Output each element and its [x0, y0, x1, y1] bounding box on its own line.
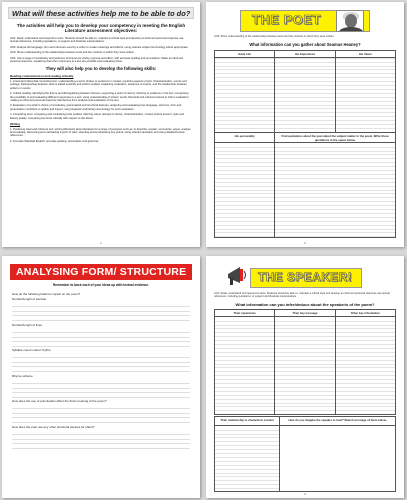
- page-body: [10, 37, 192, 145]
- page-title: THE SPEAKER!: [258, 270, 353, 284]
- assessment-objective: AO1: Read, understand and respond to texts. Students should be able to: maintain a critical style and develop an informed personal response use textual references, including quotations, to support and illustrate interpretations.: [214, 292, 390, 299]
- poet-portrait: [336, 10, 364, 32]
- speaker-sketch-table: [214, 416, 396, 492]
- skill-item: 4. Comparing texts: comparing and contrasting texts studied, referring where relevant to theme, characterisation, context (where known), style and literary quality; comparing two texts critically with respect to the above.: [10, 113, 184, 120]
- section-question: What information can you gather about Seamus Heaney?: [249, 42, 361, 47]
- answer-lines[interactable]: [12, 353, 190, 372]
- page-4: [206, 256, 404, 498]
- answer-box[interactable]: [335, 58, 395, 133]
- column-header-other-info: Other key information: [335, 310, 395, 317]
- answer-box[interactable]: [275, 143, 396, 238]
- column-header-early-life: Early Life: [215, 51, 275, 58]
- page-number: 3: [304, 492, 306, 496]
- sketch-box[interactable]: [280, 426, 396, 492]
- portrait-face: [345, 14, 357, 28]
- question-label: How does the poet use any other structural devices for effect?: [12, 424, 95, 429]
- question-list: [12, 290, 190, 449]
- column-header-key-message: Their key message: [275, 310, 335, 317]
- writing-item: 1. Producing clear and coherent text: writing effectively about literature for a range of purposes such as: to describe, explain, summarise, argue, analyse and evaluate; discussing and maintaining a point of view; selecting and emphasising key points; using relevant quotation and using detailed textual references.: [10, 127, 191, 138]
- poet-info-table: [214, 50, 396, 238]
- answer-box[interactable]: [335, 317, 395, 415]
- page-subtitle: Remember to back each of your ideas up with textual evidence.: [52, 283, 149, 287]
- objective-ao2: AO2: Analyse the language, form and structure used by a writer to create meanings and effects, using relevant subject terminology where appropriate.: [10, 45, 189, 49]
- answer-lines[interactable]: [12, 379, 190, 398]
- column-header-experience: Their experience: [215, 310, 275, 317]
- megaphone-icon: [226, 264, 248, 288]
- page-title: What will these activities help me to be able to do?: [12, 9, 191, 18]
- skill-item: 3. Evaluation of a writer's choice of vocabulary, grammatical and structural features: analysing and evaluating how language, structure, form and presentation contribute to quality and impact; using linguistic and literary terminology for such evaluation.: [10, 104, 182, 111]
- page-1: [2, 2, 200, 247]
- column-header-quotations: Find quotations about the poet about the subject matter in the poem. Write these quotations in the space below.: [275, 133, 396, 143]
- answer-box[interactable]: [215, 317, 275, 415]
- answer-lines[interactable]: [12, 302, 190, 321]
- objective-ao4: AO4: Use a range of vocabulary and sentence structures for clarity, purpose and effect, with accurate spelling and punctuation. Make an informed personal response, explaining that other responses to a text are possible and evaluating these.: [10, 56, 183, 64]
- question-label: How do the following features impact on the poem?: [12, 291, 81, 296]
- column-header-experience: His Experience: [275, 51, 335, 58]
- objective-ao1: AO1: Read, understand and respond to texts. Students should be able to: maintain a critical style and develop an informed personal response use textual references, including quotations, to support and illustrate interpretations.: [10, 37, 184, 44]
- skill-item: 1. Literal and inferential comprehension: understanding a word, phrase or sentence in context; exploring aspects of plot, characterisation, events and settings; distinguishing between what is stated explicitly and what is implied; explaining motivation, sequence of events, and the relationship between actions or events.: [10, 79, 187, 90]
- page-2: [206, 2, 404, 247]
- question-label: Syllable count/ metre/ rhythm: [12, 348, 51, 352]
- answer-box[interactable]: [215, 426, 280, 492]
- skills-heading: They will also help you to develop the following skills:: [45, 66, 157, 72]
- page-number: 1: [100, 241, 102, 245]
- speaker-info-table: [214, 309, 396, 415]
- question-label: Number/length of lines: [12, 322, 43, 327]
- page-title: THE POET: [252, 12, 322, 27]
- answer-lines[interactable]: [12, 404, 190, 423]
- section-question: What information can you infer/deduce about the speaker/s of the poem?: [235, 302, 375, 307]
- assessment-objective: AO3: Show understanding of the relationships between texts and the contexts in which they were written.: [214, 35, 335, 38]
- answer-box[interactable]: [215, 143, 275, 238]
- answer-lines[interactable]: [12, 430, 190, 449]
- answer-box[interactable]: [275, 58, 335, 133]
- question-label: Rhyme scheme: [12, 373, 33, 378]
- portrait-shoulders: [339, 27, 363, 32]
- page-subtitle: The activities will help you to develop your competency in meeting the English Literature assessment objectives:: [16, 23, 186, 34]
- page-title: ANALYSING FORM/ STRUCTURE: [16, 266, 187, 278]
- column-header-views: His Views: [335, 51, 395, 58]
- writing-item: 2. Accurate Standard English: accurate spelling, punctuation and grammar.: [10, 139, 100, 143]
- skill-item: 2. Critical reading: identifying the theme and distinguishing between themes; supporting a point of view by referring to evidence in the text; recognising the possibility of and evaluating different responses to a text; using understanding of writers' social, historical and cultural contexts to inform evaluation; making an informed personal response that derives from analysis and evaluation of the text.: [10, 92, 190, 102]
- column-header-sketch: How do you imagine the speaker to look? Sketch an image of them below.: [280, 417, 396, 426]
- column-header-personality: His personality: [215, 133, 275, 143]
- column-header-relationship: Their relationship to characters/ context: [215, 417, 280, 426]
- section-heading-writing: Writing: [10, 122, 20, 126]
- question-label: How does the use of punctuation affect the flow/ meaning of the poem?: [12, 399, 107, 403]
- answer-box[interactable]: [275, 317, 335, 415]
- answer-lines[interactable]: [12, 328, 190, 347]
- page-number: 2: [304, 241, 306, 245]
- section-heading-reading: Reading comprehension and reading critically: [10, 74, 74, 79]
- objective-ao3: AO3: Show understanding of the relationships between texts and the contexts in which they were written.: [10, 51, 135, 55]
- question-label: Number/length of stanzas: [12, 297, 47, 301]
- answer-box[interactable]: [215, 58, 275, 133]
- page-3: [2, 256, 200, 498]
